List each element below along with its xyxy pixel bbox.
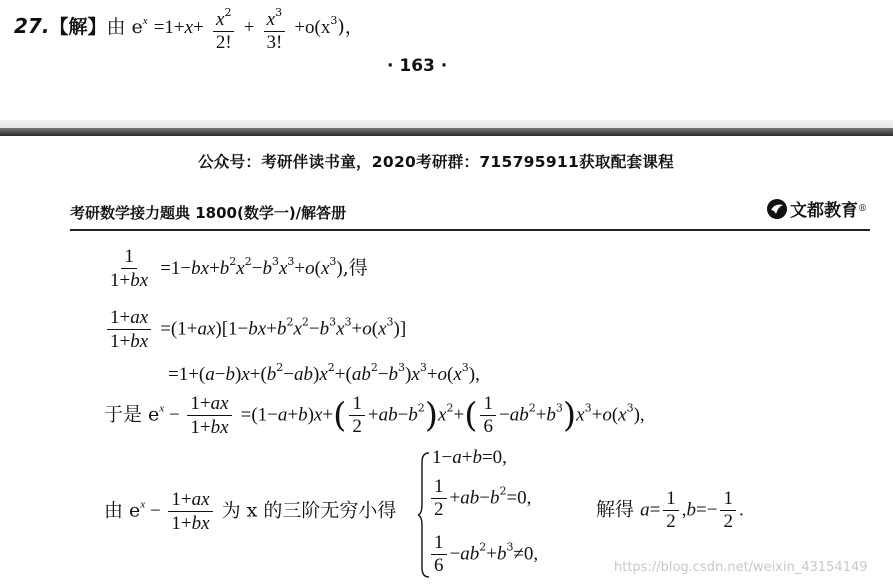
banner-text: 公众号：考研伴读书童，2020考研群：715795911获取配套课程: [198, 153, 674, 171]
step5-mid: 为 x 的三阶无穷小得: [221, 499, 397, 522]
brand-emblem-icon: [766, 198, 788, 220]
step5-prefix: 由 e: [104, 499, 141, 522]
result-prefix: 解得: [596, 498, 635, 521]
exp-x: x: [142, 15, 148, 27]
problem-number: 27.: [14, 14, 50, 38]
system-eq-3: $\frac{1}{6}$ $-ab^2+b^3\ne 0$,: [428, 532, 538, 577]
result: 解得 a= $\frac{1}{2}$ ,b=− $\frac{1}{2}$ .: [596, 488, 744, 532]
book-title: 考研数学接力题典 1800(数学一)/解答册: [70, 204, 347, 222]
solution-tag: 【解】: [49, 16, 107, 38]
equation-2: $\frac{1+ax}{1+bx}$ $=(1+ax)[1-bx+b^2x^2-b^3x^3+o(x^3)]$: [104, 306, 406, 353]
equation-5: 由 $e^x$ − $\frac{1+ax}{1+bx}$ 为 x 的三阶无穷小得: [104, 489, 397, 534]
page-edge-rule: [0, 128, 893, 136]
page-number: · 163 ·: [387, 56, 448, 76]
registered-mark: ®: [858, 203, 867, 214]
equation-1: $\frac{1}{1+bx}$ $=1-bx+b^2x^2-b^3x^3+o(x^3)$,得: [110, 246, 368, 291]
equation-3: $=1+(a-b)x+(b^2-ab)x^2+(ab^2-b^3)x^3+o(x^3)$,: [168, 361, 480, 385]
brand-logo: [766, 196, 867, 221]
top-equation: 27.【解】由 $e^x =1+x+$ $\frac{x^2}{2!}$ + $\frac{x^3}{3!}$ $+o(x^3)$，: [14, 2, 364, 54]
brand-name: 文都教育: [790, 201, 858, 221]
header-rule: [70, 229, 870, 231]
csdn-watermark: https://blog.csdn.net/weixin_43154149: [614, 560, 868, 575]
step1-suffix: ,得: [342, 257, 368, 279]
lead-text: 由 e: [106, 16, 143, 38]
system-eq-1: 1−a+b=0,: [432, 447, 507, 468]
close-paren: )，: [337, 16, 364, 38]
equation-4: 于是 $e^x$ − $\frac{1+ax}{1+bx}$ =(1−a+b)x+( $\frac{1}{2}$ $+ab-b^2)x^2+$( $\frac{1}{6}$ $-ab^2+b^3)x^3+o(x^3)$,: [104, 393, 645, 438]
system-eq-2: $\frac{1}{2}$ $+ab-b^2=0$,: [428, 476, 531, 521]
step4-prefix: 于是 e: [104, 403, 160, 426]
expansion-tail: +o(x: [294, 17, 331, 38]
